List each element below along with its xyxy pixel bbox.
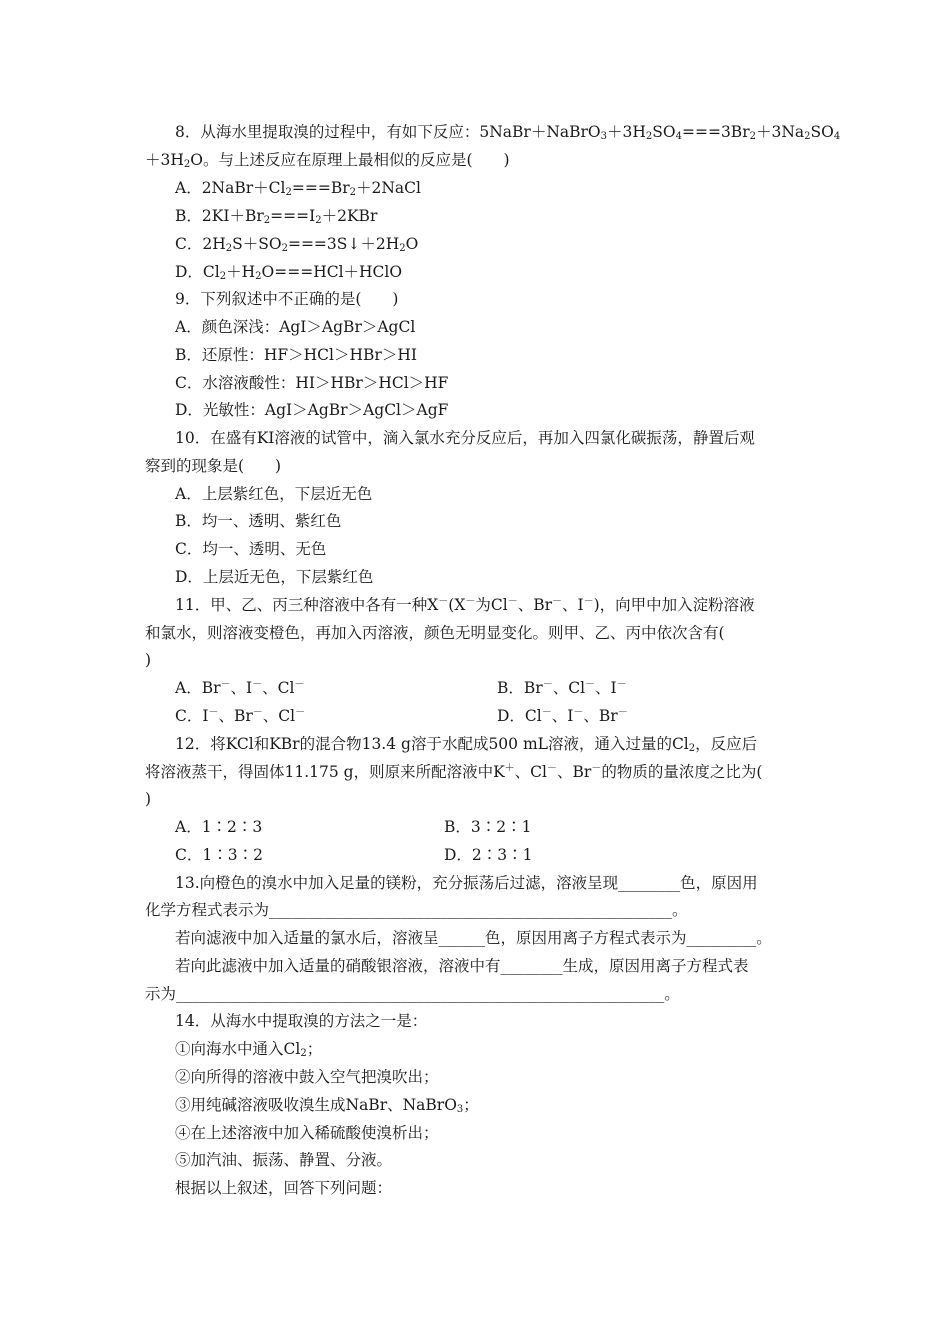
q8-option-d: D．$Cl_2+H_2O===HCl+HClO$	[175, 263, 403, 282]
q9-stem: 9．下列叙述中不正确的是( )	[175, 290, 399, 308]
q10-stem-line1: 10．在盛有KI溶液的试管中，滴入氯水充分反应后，再加入四氯化碳振荡，静置后观	[175, 429, 755, 447]
q8-option-a: A．$2NaBr+Cl_2===Br_2+2NaCl$	[175, 179, 421, 198]
q9-option-c: C．水溶液酸性：HI＞HBr＞HCl＞HF	[175, 374, 449, 392]
q11-stem-line2: 和氯水，则溶液变橙色，再加入丙溶液，颜色无明显变化。则甲、乙、丙中依次含有(	[145, 624, 725, 642]
q11-option-d: D．Cl－、I－、Br－	[497, 707, 628, 725]
q12-option-d: D．2∶3∶1	[444, 846, 533, 864]
q14-tail: 根据以上叙述，回答下列问题：	[175, 1179, 393, 1197]
q8-stem-line2: $+3H_2O$。与上述反应在原理上最相似的反应是( )	[145, 151, 510, 170]
q13-line2: 化学方程式表示为____________________________________________________。	[145, 901, 688, 919]
q14-step-3: ③用纯碱溶液吸收溴生成NaBr、NaBrO$_3$；	[175, 1096, 479, 1115]
q9-option-a: A．颜色深浅：AgI＞AgBr＞AgCl	[175, 318, 416, 336]
q14-step-1: ①向海水中通入$Cl_2$；	[175, 1040, 323, 1059]
q11-option-b: B．Br－、Cl－、I－	[497, 679, 627, 697]
q13-line4: 若向此滤液中加入适量的硝酸银溶液，溶液中有________生成，原因用离子方程式表	[175, 957, 749, 975]
q8-option-c: C．$2H_2S+SO_2===3S↓+2H_2O$	[175, 235, 419, 254]
q10-option-d: D．上层近无色，下层紫红色	[175, 568, 374, 586]
q14-step-4: ④在上述溶液中加入稀硫酸使溴析出；	[175, 1124, 439, 1142]
q12-option-b: B．3∶2∶1	[444, 818, 532, 836]
q9-option-b: B．还原性：HF＞HCl＞HBr＞HI	[175, 346, 417, 364]
q14-step-2: ②向所得的溶液中鼓入空气把溴吹出；	[175, 1068, 439, 1086]
q12-option-a: A．1∶2∶3	[175, 818, 263, 836]
q12-stem-line3: )	[145, 790, 152, 808]
q14-stem: 14．从海水中提取溴的方法之一是：	[175, 1012, 428, 1030]
q11-stem-line1: 11．甲、乙、丙三种溶液中各有一种X－(X－为Cl－、Br－、I－)，向甲中加入淀粉溶液	[175, 596, 755, 614]
q12-option-c: C．1∶3∶2	[175, 846, 263, 864]
q12-stem-line2: 将溶液蒸干，得固体11.175 g，则原来所配溶液中K＋、Cl－、Br－的物质的量浓度之比为(	[145, 763, 763, 781]
q8-stem-line1: 8．从海水里提取溴的过程中，有如下反应：$5NaBr+NaBrO_3+3H_2SO_4===3Br_2+3Na_2SO_4$	[175, 123, 841, 142]
q10-option-a: A．上层紫红色，下层近无色	[175, 485, 373, 503]
q10-stem-line2: 察到的现象是( )	[145, 457, 282, 475]
q14-step-5: ⑤加汽油、振荡、静置、分液。	[175, 1151, 393, 1169]
q10-option-b: B．均一、透明、紫红色	[175, 512, 342, 530]
q13-line5: 示为_______________________________________________________________。	[145, 985, 680, 1003]
q9-option-d: D．光敏性：AgI＞AgBr＞AgCl＞AgF	[175, 401, 449, 419]
q8-option-b: B．$2KI+Br_2===I_2+2KBr$	[175, 207, 378, 226]
q11-stem-line3: )	[145, 651, 152, 669]
q13-line1: 13.向橙色的溴水中加入足量的镁粉，充分振荡后过滤，溶液呈现________色，原因用	[175, 874, 758, 892]
q12-stem-line1: 12．将KCl和KBr的混合物13.4 g溶于水配成500 mL溶液，通入过量的$Cl_2$，反应后	[175, 735, 758, 754]
q10-option-c: C．均一、透明、无色	[175, 540, 327, 558]
q11-option-c: C．I－、Br－、Cl－	[175, 707, 306, 725]
q11-option-a: A．Br－、I－、Cl－	[175, 679, 305, 697]
q13-line3: 若向滤液中加入适量的氯水后，溶液呈______色，原因用离子方程式表示为_________。	[175, 929, 772, 947]
